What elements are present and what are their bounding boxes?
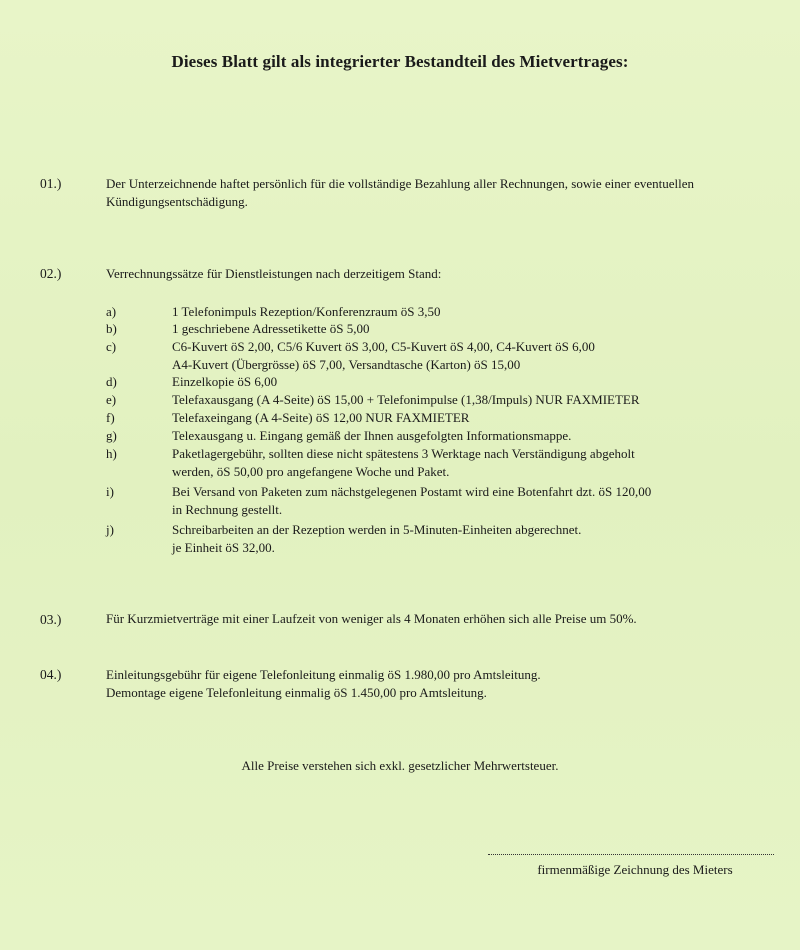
- list-item-text-i-line2: in Rechnung gestellt.: [172, 502, 283, 517]
- section-text-01: Der Unterzeichnende haftet persönlich für die vollständige Bezahlung aller Rechnungen, sowie einer eventuellen Kündigungsentschädigung.: [106, 176, 695, 209]
- section-number-04: 04.): [40, 667, 62, 682]
- list-item-letter-c: c): [106, 339, 117, 354]
- list-item-letter-d: d): [106, 374, 117, 389]
- list-item-text-i: Bei Versand von Paketen zum nächstgelegenen Postamt wird eine Botenfahrt dzt. öS 120,00: [172, 484, 652, 499]
- list-item-letter-f: f): [106, 410, 115, 425]
- list-item-text-b: 1 geschriebene Adressetikette öS 5,00: [172, 321, 370, 336]
- signature-line: [488, 854, 774, 855]
- list-item-text-c: C6-Kuvert öS 2,00, C5/6 Kuvert öS 3,00, C5-Kuvert öS 4,00, C4-Kuvert öS 6,00: [172, 339, 595, 354]
- section-number-02: 02.): [40, 266, 62, 281]
- section-number-03: 03.): [40, 612, 62, 627]
- list-item-letter-a: a): [106, 304, 117, 319]
- list-item-text-f: Telefaxeingang (A 4-Seite) öS 12,00 NUR FAXMIETER: [172, 410, 470, 425]
- list-item-text-j-line2: je Einheit öS 32,00.: [172, 540, 275, 555]
- list-item-text-g: Telexausgang u. Eingang gemäß der Ihnen ausgefolgten Informationsmappe.: [172, 428, 572, 443]
- list-item-text-a: 1 Telefonimpuls Rezeption/Konferenzraum öS 3,50: [172, 304, 441, 319]
- document-title: Dieses Blatt gilt als integrierter Bestandteil des Mietvertrages:: [171, 52, 629, 71]
- signature-label: firmenmäßige Zeichnung des Mieters: [537, 862, 733, 877]
- list-item-letter-j: j): [106, 522, 114, 537]
- section-text-03: Für Kurzmietverträge mit einer Laufzeit von weniger als 4 Monaten erhöhen sich alle Preise um 50%.: [106, 611, 637, 626]
- list-item-letter-b: b): [106, 321, 117, 336]
- list-item-text-e: Telefaxausgang (A 4-Seite) öS 15,00 + Telefonimpulse (1,38/Impuls) NUR FAXMIETER: [172, 392, 640, 407]
- list-item-text-d: Einzelkopie öS 6,00: [172, 374, 278, 389]
- section-number-01: 01.): [40, 176, 62, 191]
- list-item-text-j: Schreibarbeiten an der Rezeption werden in 5-Minuten-Einheiten abgerechnet.: [172, 522, 582, 537]
- section-text-04-line2: Demontage eigene Telefonleitung einmalig öS 1.450,00 pro Amtsleitung.: [106, 685, 487, 700]
- list-item-letter-g: g): [106, 428, 117, 443]
- list-item-letter-i: i): [106, 484, 114, 499]
- list-item-text-c-line2: A4-Kuvert (Übergrösse) öS 7,00, Versandtasche (Karton) öS 15,00: [172, 357, 521, 372]
- list-item-text-h: Paketlagergebühr, sollten diese nicht spätestens 3 Werktage nach Verständigung abgeholt: [172, 446, 635, 461]
- list-item-letter-h: h): [106, 446, 117, 461]
- section-text-02: Verrechnungssätze für Dienstleistungen nach derzeitigem Stand:: [106, 266, 442, 281]
- vat-note: Alle Preise verstehen sich exkl. gesetzlicher Mehrwertsteuer.: [241, 758, 559, 773]
- list-item-letter-e: e): [106, 392, 117, 407]
- section-text-04: Einleitungsgebühr für eigene Telefonleitung einmalig öS 1.980,00 pro Amtsleitung.: [106, 667, 541, 682]
- list-item-text-h-line2: werden, öS 50,00 pro angefangene Woche und Paket.: [172, 464, 450, 479]
